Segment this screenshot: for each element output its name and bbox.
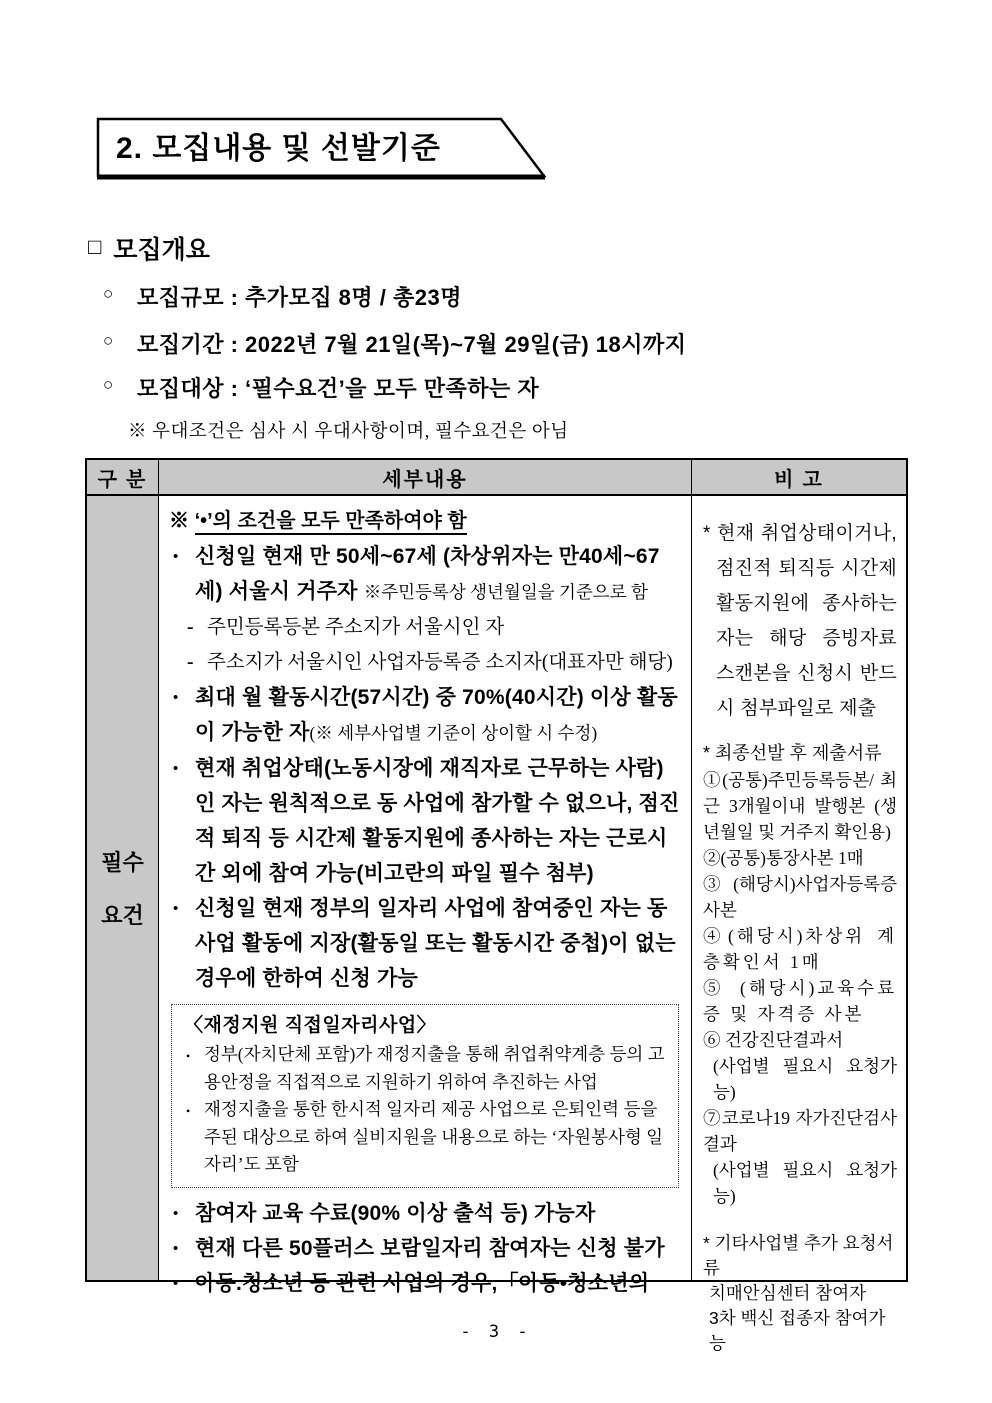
detail-bullet-hours xyxy=(169,680,683,751)
support-box-bullet-text: 정부(자치단체 포함)가 재정지출을 통해 취업취약계층 등의 고용안정을 직접적으로 지원하기 위하여 추진하는 사업 xyxy=(204,1044,665,1092)
table-header-remarks: 비 고 xyxy=(774,468,824,491)
remark-employment-proof: * 현재 취업상태이거나, 점진적 퇴직등 시간제 활동지원에 종사하는 자는 해당 증빙자료 스캔본을 신청시 반드시 첨부파일로 제출 xyxy=(703,523,897,719)
table-header-details: 세부내용 xyxy=(159,460,692,494)
detail-dash-resident xyxy=(169,610,683,645)
detail-dash-text: 주민등록등본 주소지가 서울시인 자 xyxy=(207,617,505,638)
remark-extra-line: 치매안심센터 참여자 xyxy=(709,1283,867,1303)
bullet-icon: • xyxy=(173,548,179,565)
overview-item-text: 모집규모 : 추가모집 8명 / 총23명 xyxy=(137,285,462,310)
detail-bullet-text: 신청일 현재 만 50세~67세 (차상위자는 만40세~67세) 서울시 거주자 xyxy=(195,545,660,603)
remark-doc-subnote: (사업별 필요시 요청가능) xyxy=(713,1056,897,1102)
remarks-cell xyxy=(692,496,906,1353)
detail-bullet-text: 참여자 교육 수료(90% 이상 출석 등) 가능자 xyxy=(195,1201,596,1225)
overview-item-scale xyxy=(103,281,462,312)
support-box-bullet xyxy=(184,1041,668,1096)
bullet-icon: • xyxy=(173,1239,179,1257)
remark-documents-list xyxy=(703,767,897,1209)
remark-doc-item: ⑥ 건강진단결과서 xyxy=(703,1030,844,1050)
dash-icon: - xyxy=(187,617,194,638)
dash-icon: - xyxy=(187,652,194,673)
detail-dash-text: 주소지가 서울시인 사업자등록증 소지자(대표자만 해당) xyxy=(207,652,673,673)
section-title: 2. 모집내용 및 선발기준 xyxy=(116,132,441,165)
bullet-icon: • xyxy=(173,760,179,777)
remark-doc-item: ②(공통)통장사본 1매 xyxy=(703,848,864,868)
overview-heading xyxy=(88,230,210,266)
remark-doc-item: ⑤(해당시)교육수료증 및 자격증 사본 xyxy=(703,978,897,1024)
circle-marker-icon: ○ xyxy=(103,375,114,394)
detail-inline-note: ※주민등록상 생년월일을 기준으로 함 xyxy=(363,582,648,602)
circle-marker-icon: ○ xyxy=(103,284,114,303)
detail-rule-note xyxy=(169,504,683,539)
detail-bullet-text: 최대 월 활동시간(57시간) 중 70%(40시간) 이상 활동이 가능한 자 xyxy=(195,686,678,744)
remark-doc-subnote: (사업별 필요시 요청가능) xyxy=(713,1160,897,1206)
table-header-row xyxy=(87,460,906,496)
circle-marker-icon: ○ xyxy=(103,331,114,350)
detail-bullet-50plus xyxy=(169,1231,683,1266)
detail-bullet-text: 아동.청소년 등 관련 사업의 경우,「아동•청소년의 xyxy=(195,1271,650,1295)
support-box-bullet xyxy=(184,1096,668,1179)
table-header-category: 구 분 xyxy=(87,460,159,494)
overview-heading-text: 모집개요 xyxy=(113,236,210,264)
details-cell xyxy=(159,496,692,1295)
overview-item-text: 모집기간 : 2022년 7월 21일(목)~7월 29일(금) 18시까지 xyxy=(137,332,687,357)
remark-extra-line: 3차 백신 접종자 참여가능 xyxy=(709,1308,886,1353)
row-label-line: 요건 xyxy=(101,903,144,928)
direct-job-support-box xyxy=(171,1004,679,1188)
bullet-icon: • xyxy=(186,1104,191,1118)
remark-doc-item: ③(해당시)사업자등록증 사본 xyxy=(703,874,897,920)
detail-rule-text: ‘•’의 조건을 모두 만족하여야 함 xyxy=(195,510,467,535)
overview-note: ※ 우대조건은 심사 시 우대사항이며, 필수요건은 아님 xyxy=(128,422,569,442)
bullet-icon: • xyxy=(173,1274,179,1292)
detail-bullet-gov-job xyxy=(169,891,683,996)
page-number: - 3 - xyxy=(460,1322,532,1342)
support-box-bullet-text: 재정지출을 통한 한시적 일자리 제공 사업으로 은퇴인력 등을 주된 대상으로 하여 실비지원을 내용으로 하는 ‘자원봉사형 일자리’도 포함 xyxy=(204,1099,664,1174)
reference-marker: ※ xyxy=(169,510,189,532)
overview-item-period xyxy=(103,328,687,359)
remark-doc-item: ⑦코로나19 자가진단검사 결과 xyxy=(703,1108,897,1154)
overview-item-text: 모집대상 : ‘필수요건’을 모두 만족하는 자 xyxy=(137,376,540,401)
overview-item-target xyxy=(103,372,539,403)
row-label-line: 필수 xyxy=(101,850,144,875)
row-label-required xyxy=(87,496,159,1280)
detail-bullet-education xyxy=(169,1196,683,1231)
requirements-table xyxy=(85,458,908,1353)
bullet-icon: • xyxy=(173,900,179,917)
section-title-banner xyxy=(96,116,558,182)
support-box-title: 〈재정지원 직접일자리사업〉 xyxy=(184,1015,437,1036)
detail-inline-note: (※ 세부사업별 기준이 상이할 시 수정) xyxy=(309,723,598,743)
detail-bullet-text: 현재 취업상태(노동시장에 재직자로 근무하는 사람)인 자는 원칙적으로 동 사업에 참가할 수 없으나, 점진적 퇴직 등 시간제 활동지원에 종사하는 자는 근로시간 외에 참여 가능(비고란의 파일 필수 첨부) xyxy=(195,757,680,885)
table-body-row xyxy=(87,496,906,1353)
remark-doc-item: ④(해당시)차상위 계층확인서 1매 xyxy=(703,926,897,972)
detail-bullet-text: 현재 다른 50플러스 보람일자리 참여자는 신청 불가 xyxy=(195,1236,665,1260)
remark-extra-line: * 기타사업별 추가 요청서류 xyxy=(703,1233,894,1278)
remark-documents-title: * 최종선발 후 제출서류 xyxy=(703,743,882,763)
detail-bullet-employment xyxy=(169,751,683,891)
detail-bullet-age xyxy=(169,539,683,610)
bullet-icon: • xyxy=(173,689,179,706)
bullet-icon: • xyxy=(186,1049,191,1063)
square-marker-icon: □ xyxy=(88,234,102,259)
bullet-icon: • xyxy=(173,1204,179,1222)
detail-bullet-text: 신청일 현재 정부의 일자리 사업에 참여중인 자는 동 사업 활동에 지장(활동일 또는 활동시간 중첩)이 없는 경우에 한하여 신청 가능 xyxy=(195,897,676,990)
remark-doc-item: ①(공통)주민등록등본/ 최근 3개월이내 발행본 (생년월일 및 거주지 확인용) xyxy=(703,770,897,842)
detail-bullet-youth xyxy=(169,1266,683,1301)
detail-dash-business xyxy=(169,645,683,680)
